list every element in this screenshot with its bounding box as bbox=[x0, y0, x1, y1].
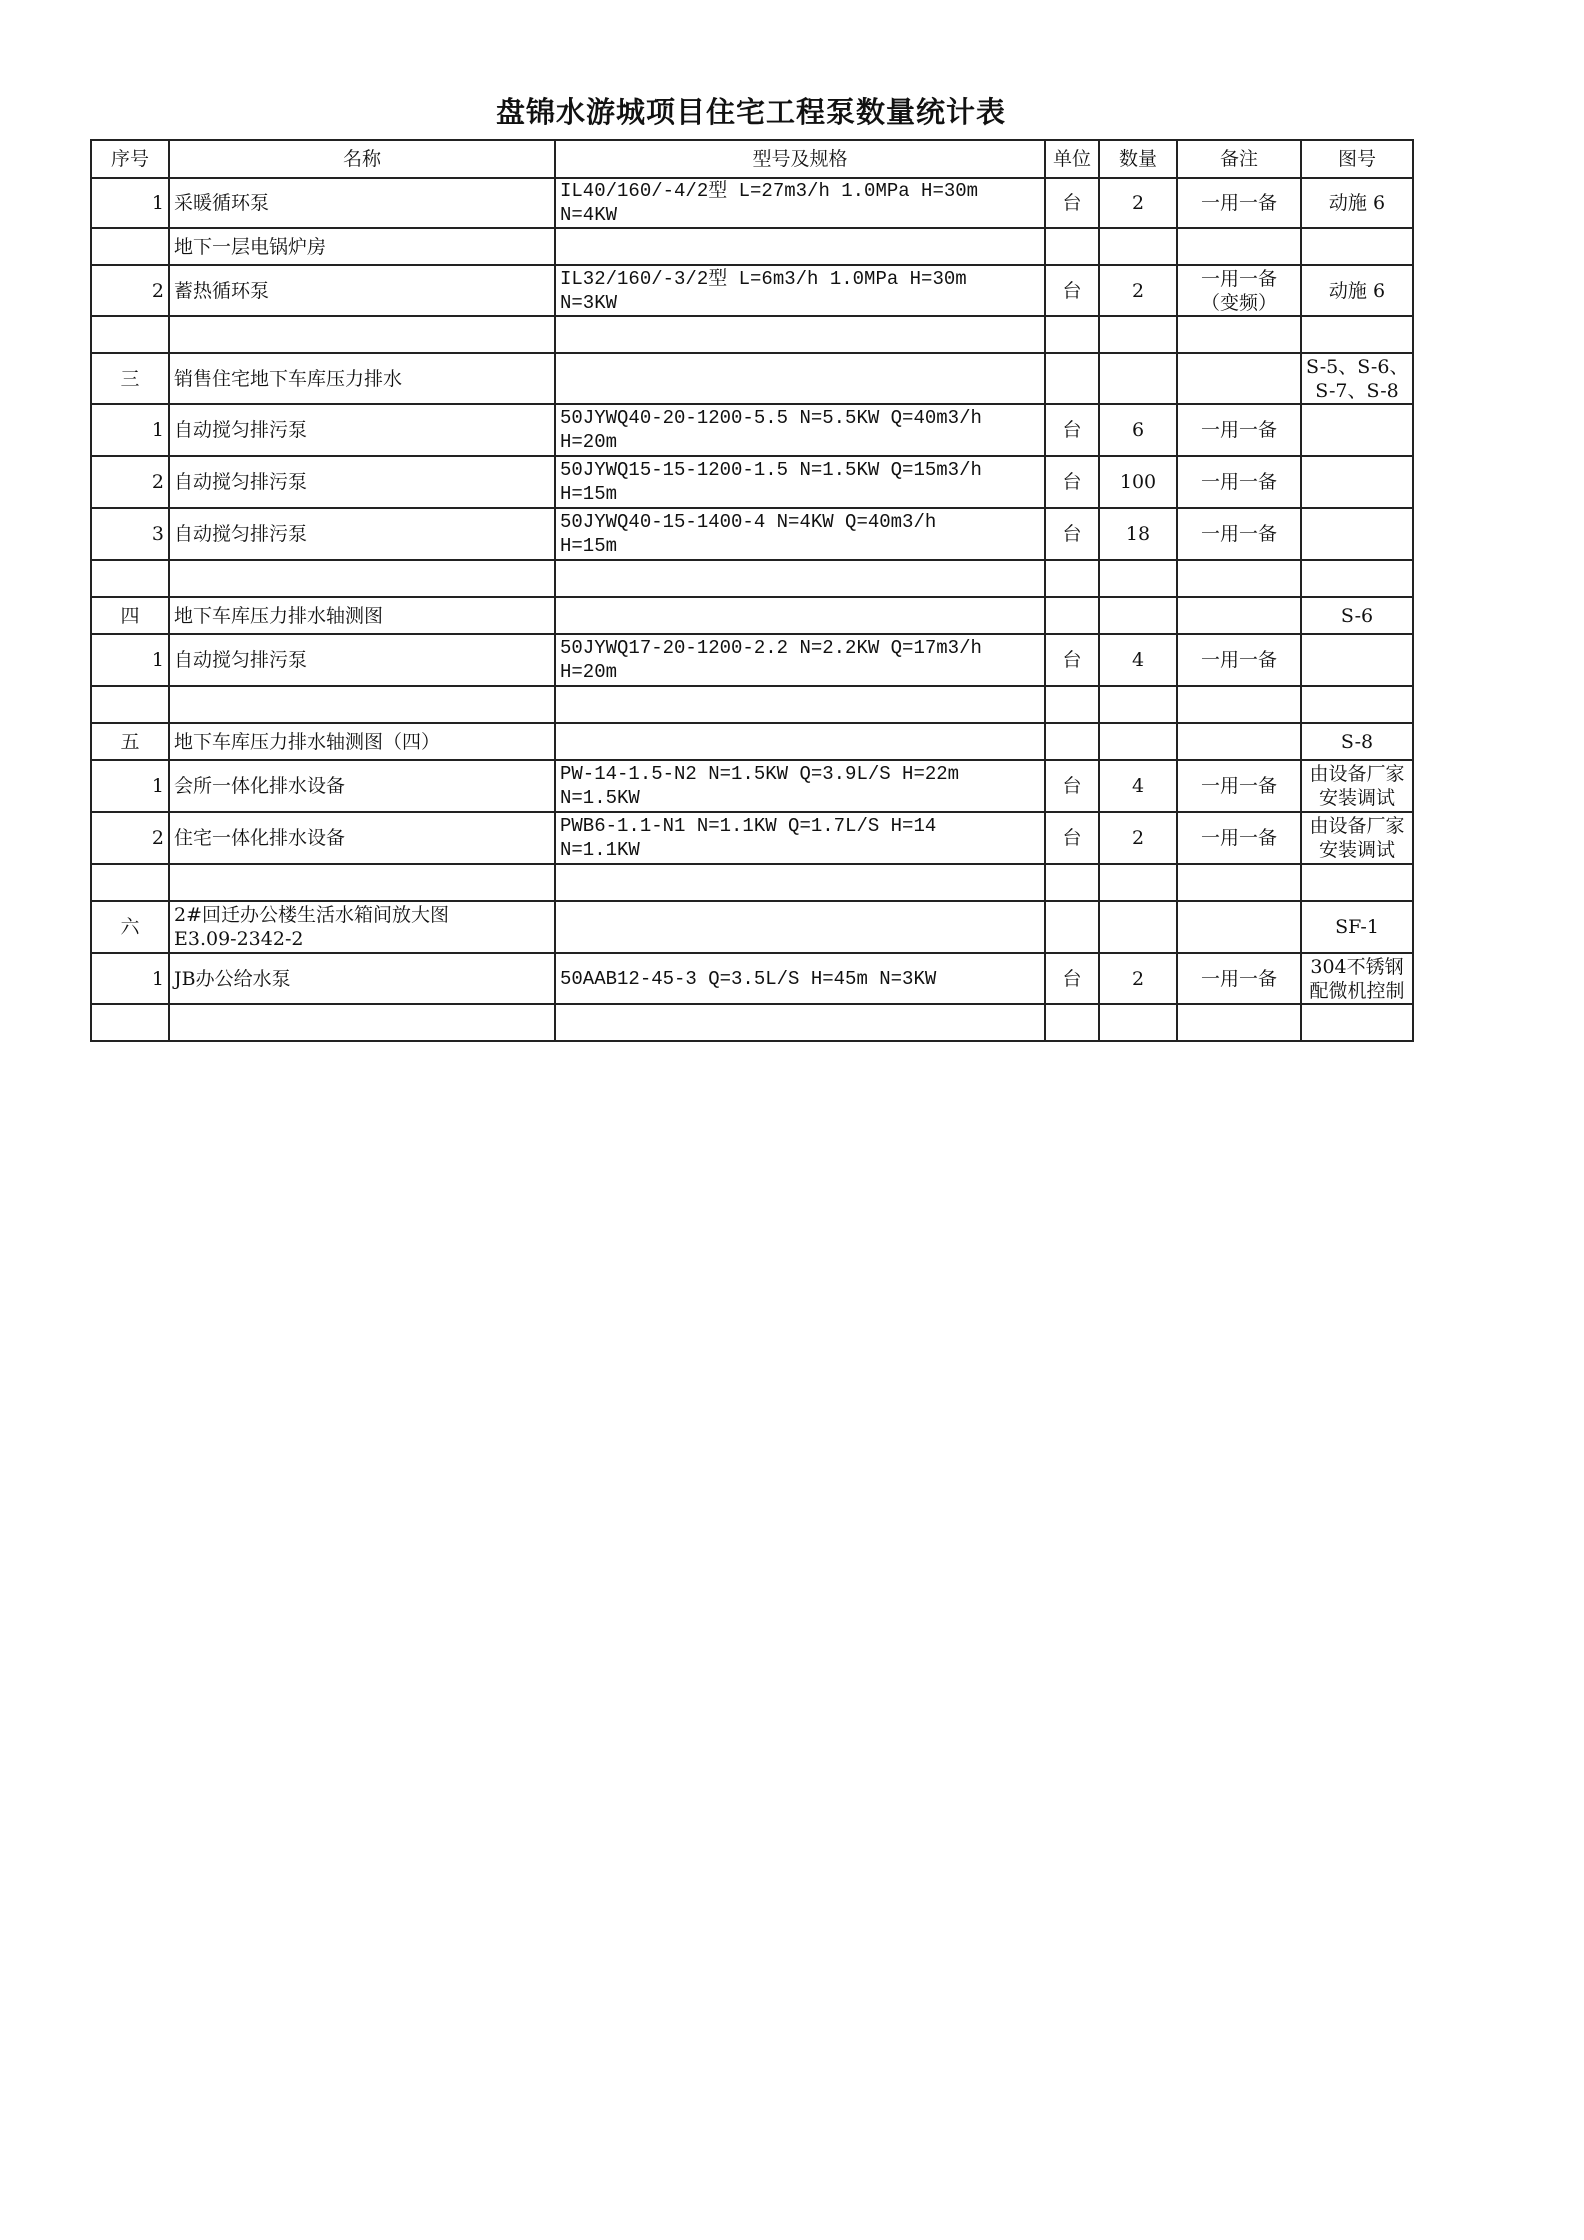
cell-spec bbox=[555, 316, 1045, 353]
cell-no bbox=[91, 316, 169, 353]
cell-note-line: 一用一备 bbox=[1200, 523, 1277, 545]
table-row bbox=[91, 178, 1413, 228]
cell-qty: 100 bbox=[1099, 456, 1177, 508]
table-row bbox=[91, 760, 1413, 812]
cell-fig-line: S-5、S-6、 bbox=[1306, 355, 1409, 378]
cell-note-line: 一用一备 bbox=[1200, 419, 1277, 441]
cell-unit: 台 bbox=[1045, 456, 1099, 508]
cell-unit bbox=[1045, 901, 1099, 953]
cell-note bbox=[1177, 901, 1301, 953]
cell-qty bbox=[1099, 228, 1177, 265]
cell-no: 2 bbox=[91, 812, 169, 864]
cell-spec bbox=[555, 953, 1045, 1004]
cell-spec bbox=[555, 353, 1045, 404]
cell-fig-line: 动施 6 bbox=[1328, 192, 1386, 214]
cell-qty: 2 bbox=[1099, 265, 1177, 316]
cell-fig bbox=[1301, 178, 1413, 228]
cell-fig bbox=[1301, 953, 1413, 1004]
cell-name: 采暖循环泵 bbox=[169, 178, 555, 228]
cell-fig-line: 安装调试 bbox=[1318, 839, 1395, 861]
cell-unit: 台 bbox=[1045, 812, 1099, 864]
cell-note bbox=[1177, 760, 1301, 812]
cell-name: 自动搅匀排污泵 bbox=[169, 456, 555, 508]
cell-note-line: 一用一备 bbox=[1200, 967, 1277, 990]
cell-note bbox=[1177, 456, 1301, 508]
cell-name: 住宅一体化排水设备 bbox=[169, 812, 555, 864]
cell-note bbox=[1177, 812, 1301, 864]
cell-qty bbox=[1099, 1004, 1177, 1041]
cell-note bbox=[1177, 508, 1301, 560]
cell-fig-line: 由设备厂家 bbox=[1309, 763, 1405, 785]
cell-note bbox=[1177, 316, 1301, 353]
cell-no bbox=[91, 864, 169, 901]
cell-qty bbox=[1099, 723, 1177, 760]
cell-unit bbox=[1045, 353, 1099, 404]
cell-unit: 台 bbox=[1045, 634, 1099, 686]
cell-spec-line: 50JYWQ40-15-1400-4 N=4KW Q=40m3/h bbox=[560, 511, 937, 533]
cell-spec bbox=[555, 864, 1045, 901]
header-unit: 单位 bbox=[1045, 140, 1099, 178]
cell-spec bbox=[555, 597, 1045, 634]
cell-spec-line: 50AAB12-45-3 Q=3.5L/S H=45m N=3KW bbox=[560, 967, 937, 990]
cell-note bbox=[1177, 686, 1301, 723]
cell-fig bbox=[1301, 686, 1413, 723]
cell-note-line: 一用一备 bbox=[1200, 827, 1277, 849]
cell-spec bbox=[555, 901, 1045, 953]
cell-name bbox=[169, 316, 555, 353]
cell-fig bbox=[1301, 723, 1413, 760]
cell-no bbox=[91, 686, 169, 723]
cell-unit bbox=[1045, 686, 1099, 723]
cell-note bbox=[1177, 404, 1301, 456]
table-header-row bbox=[91, 140, 1413, 178]
cell-name bbox=[169, 686, 555, 723]
cell-unit bbox=[1045, 560, 1099, 597]
cell-fig bbox=[1301, 404, 1413, 456]
cell-no bbox=[91, 228, 169, 265]
cell-no: 2 bbox=[91, 265, 169, 316]
cell-qty bbox=[1099, 560, 1177, 597]
cell-name: 地下车库压力排水轴测图 bbox=[169, 597, 555, 634]
cell-no: 1 bbox=[91, 404, 169, 456]
cell-spec bbox=[555, 404, 1045, 456]
cell-no: 四 bbox=[91, 597, 169, 634]
cell-qty bbox=[1099, 597, 1177, 634]
cell-qty: 2 bbox=[1099, 953, 1177, 1004]
header-fig: 图号 bbox=[1301, 140, 1413, 178]
cell-fig bbox=[1301, 760, 1413, 812]
cell-unit bbox=[1045, 228, 1099, 265]
cell-unit bbox=[1045, 316, 1099, 353]
cell-qty: 18 bbox=[1099, 508, 1177, 560]
table-row bbox=[91, 228, 1413, 265]
cell-fig bbox=[1301, 353, 1413, 404]
cell-spec-line: N=3KW bbox=[560, 291, 618, 314]
cell-no bbox=[91, 560, 169, 597]
cell-fig-line: SF-1 bbox=[1335, 916, 1379, 938]
header-qty: 数量 bbox=[1099, 140, 1177, 178]
cell-name: 蓄热循环泵 bbox=[169, 265, 555, 316]
cell-name: 销售住宅地下车库压力排水 bbox=[169, 353, 555, 404]
cell-note bbox=[1177, 353, 1301, 404]
cell-spec-line: 50JYWQ40-20-1200-5.5 N=5.5KW Q=40m3/h bbox=[560, 407, 982, 429]
cell-fig bbox=[1301, 901, 1413, 953]
cell-note bbox=[1177, 1004, 1301, 1041]
cell-name: 自动搅匀排污泵 bbox=[169, 508, 555, 560]
pump-table bbox=[90, 139, 1414, 1042]
cell-name: 自动搅匀排污泵 bbox=[169, 404, 555, 456]
table-row bbox=[91, 404, 1413, 456]
cell-spec-line: PWB6-1.1-N1 N=1.1KW Q=1.7L/S H=14 bbox=[560, 815, 937, 837]
cell-note bbox=[1177, 953, 1301, 1004]
cell-fig-line: S-8 bbox=[1340, 730, 1374, 753]
cell-no: 1 bbox=[91, 634, 169, 686]
cell-note bbox=[1177, 228, 1301, 265]
cell-spec bbox=[555, 265, 1045, 316]
cell-note bbox=[1177, 265, 1301, 316]
cell-spec bbox=[555, 508, 1045, 560]
cell-unit bbox=[1045, 864, 1099, 901]
cell-fig bbox=[1301, 864, 1413, 901]
cell-spec-line: IL40/160/-4/2型 L=27m3/h 1.0MPa H=30m bbox=[560, 180, 979, 202]
cell-unit: 台 bbox=[1045, 265, 1099, 316]
cell-unit: 台 bbox=[1045, 404, 1099, 456]
cell-spec bbox=[555, 178, 1045, 228]
cell-name bbox=[169, 901, 555, 953]
cell-qty bbox=[1099, 353, 1177, 404]
cell-spec-line: H=20m bbox=[560, 431, 618, 453]
cell-spec bbox=[555, 456, 1045, 508]
cell-unit: 台 bbox=[1045, 178, 1099, 228]
cell-fig bbox=[1301, 456, 1413, 508]
table-row bbox=[91, 634, 1413, 686]
cell-spec-line: 50JYWQ17-20-1200-2.2 N=2.2KW Q=17m3/h bbox=[560, 637, 982, 659]
cell-fig bbox=[1301, 265, 1413, 316]
header-note: 备注 bbox=[1177, 140, 1301, 178]
cell-fig-line: 由设备厂家 bbox=[1309, 815, 1405, 837]
cell-unit: 台 bbox=[1045, 953, 1099, 1004]
table-row bbox=[91, 560, 1413, 597]
table-row bbox=[91, 353, 1413, 404]
table-row bbox=[91, 686, 1413, 723]
cell-spec-line: PW-14-1.5-N2 N=1.5KW Q=3.9L/S H=22m bbox=[560, 763, 960, 785]
cell-fig bbox=[1301, 1004, 1413, 1041]
cell-qty bbox=[1099, 901, 1177, 953]
cell-no bbox=[91, 1004, 169, 1041]
cell-spec-line: H=15m bbox=[560, 535, 618, 557]
cell-note-line: 一用一备 bbox=[1200, 267, 1277, 290]
cell-spec bbox=[555, 812, 1045, 864]
cell-no: 六 bbox=[91, 901, 169, 953]
cell-spec-line: 50JYWQ15-15-1200-1.5 N=1.5KW Q=15m3/h bbox=[560, 459, 982, 481]
cell-no: 2 bbox=[91, 456, 169, 508]
cell-fig bbox=[1301, 560, 1413, 597]
cell-unit: 台 bbox=[1045, 760, 1099, 812]
table-row bbox=[91, 316, 1413, 353]
cell-name: JB办公给水泵 bbox=[169, 953, 555, 1004]
page-title: 盘锦水游城项目住宅工程泵数量统计表 bbox=[495, 95, 1006, 129]
cell-spec bbox=[555, 1004, 1045, 1041]
cell-qty bbox=[1099, 686, 1177, 723]
cell-qty: 6 bbox=[1099, 404, 1177, 456]
table-row bbox=[91, 265, 1413, 316]
cell-qty bbox=[1099, 316, 1177, 353]
cell-note-line: 一用一备 bbox=[1200, 775, 1277, 797]
cell-name: 地下一层电锅炉房 bbox=[169, 228, 555, 265]
table-row bbox=[91, 597, 1413, 634]
cell-spec-line: N=1.1KW bbox=[560, 839, 640, 861]
cell-no: 三 bbox=[91, 353, 169, 404]
cell-unit bbox=[1045, 1004, 1099, 1041]
table-row bbox=[91, 953, 1413, 1004]
cell-note bbox=[1177, 864, 1301, 901]
cell-fig bbox=[1301, 597, 1413, 634]
cell-fig-line: S-7、S-8 bbox=[1315, 379, 1399, 402]
cell-note bbox=[1177, 560, 1301, 597]
header-spec: 型号及规格 bbox=[555, 140, 1045, 178]
cell-fig-line: S-6 bbox=[1340, 604, 1374, 627]
cell-spec-line: H=20m bbox=[560, 661, 618, 683]
header-name: 名称 bbox=[169, 140, 555, 178]
cell-unit bbox=[1045, 597, 1099, 634]
cell-spec bbox=[555, 686, 1045, 723]
cell-fig bbox=[1301, 508, 1413, 560]
cell-spec bbox=[555, 634, 1045, 686]
table-row bbox=[91, 723, 1413, 760]
cell-note-line: 一用一备 bbox=[1200, 192, 1277, 214]
cell-name bbox=[169, 560, 555, 597]
cell-no: 五 bbox=[91, 723, 169, 760]
cell-fig bbox=[1301, 812, 1413, 864]
cell-fig-line: 安装调试 bbox=[1318, 787, 1395, 809]
cell-unit bbox=[1045, 723, 1099, 760]
cell-no: 1 bbox=[91, 953, 169, 1004]
cell-spec-line: H=15m bbox=[560, 483, 618, 505]
cell-note-line: 一用一备 bbox=[1200, 471, 1277, 493]
cell-no: 1 bbox=[91, 760, 169, 812]
cell-spec bbox=[555, 723, 1045, 760]
cell-name-line: E3.09-2342-2 bbox=[174, 928, 304, 950]
table-row bbox=[91, 864, 1413, 901]
cell-no: 1 bbox=[91, 178, 169, 228]
cell-qty: 4 bbox=[1099, 634, 1177, 686]
cell-spec-line: N=4KW bbox=[560, 204, 618, 226]
cell-qty: 2 bbox=[1099, 178, 1177, 228]
cell-spec bbox=[555, 228, 1045, 265]
cell-spec bbox=[555, 760, 1045, 812]
cell-note-line: 一用一备 bbox=[1200, 649, 1277, 671]
cell-fig-line: 304不锈钢 bbox=[1310, 955, 1404, 978]
table-row bbox=[91, 1004, 1413, 1041]
table-row bbox=[91, 901, 1413, 953]
cell-note bbox=[1177, 723, 1301, 760]
cell-fig bbox=[1301, 316, 1413, 353]
cell-fig bbox=[1301, 228, 1413, 265]
cell-qty: 4 bbox=[1099, 760, 1177, 812]
cell-unit: 台 bbox=[1045, 508, 1099, 560]
cell-spec-line: IL32/160/-3/2型 L=6m3/h 1.0MPa H=30m bbox=[560, 267, 967, 290]
cell-name bbox=[169, 1004, 555, 1041]
cell-name bbox=[169, 864, 555, 901]
cell-name-line: 2#回迁办公楼生活水箱间放大图 bbox=[174, 904, 450, 926]
cell-spec bbox=[555, 560, 1045, 597]
table-row bbox=[91, 812, 1413, 864]
cell-note bbox=[1177, 597, 1301, 634]
cell-spec-line: N=1.5KW bbox=[560, 787, 640, 809]
cell-name: 自动搅匀排污泵 bbox=[169, 634, 555, 686]
cell-fig bbox=[1301, 634, 1413, 686]
cell-qty: 2 bbox=[1099, 812, 1177, 864]
header-no: 序号 bbox=[91, 140, 169, 178]
cell-fig-line: 配微机控制 bbox=[1309, 979, 1405, 1002]
cell-no: 3 bbox=[91, 508, 169, 560]
cell-name: 地下车库压力排水轴测图（四） bbox=[169, 723, 555, 760]
table-row bbox=[91, 508, 1413, 560]
cell-fig-line: 动施 6 bbox=[1328, 279, 1386, 302]
cell-qty bbox=[1099, 864, 1177, 901]
table-row bbox=[91, 456, 1413, 508]
cell-note bbox=[1177, 178, 1301, 228]
cell-note bbox=[1177, 634, 1301, 686]
cell-note-line: （变频） bbox=[1200, 291, 1277, 314]
cell-name: 会所一体化排水设备 bbox=[169, 760, 555, 812]
